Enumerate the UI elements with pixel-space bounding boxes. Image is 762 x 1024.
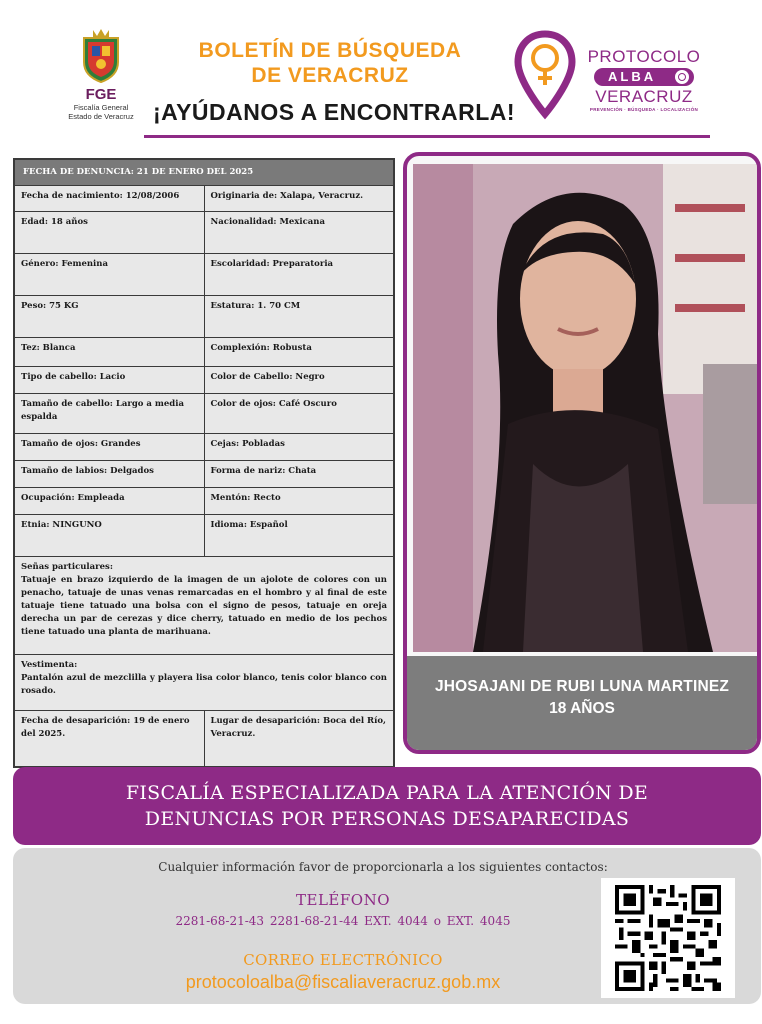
contact-section (13, 848, 761, 1004)
detail-cell: Forma de nariz: Chata (204, 461, 394, 488)
report-date-header: FECHA DE DENUNCIA: 21 DE ENERO DEL 2025 (15, 160, 394, 186)
detail-cell: Etnia: NINGUNO (15, 515, 205, 557)
protocolo-alba-logo (514, 30, 704, 120)
alba-protocolo-word: PROTOCOLO (587, 47, 701, 66)
missing-person-caption (407, 656, 757, 754)
detail-cell: Idioma: Español (204, 515, 394, 557)
fge-wordmark: FGE (85, 86, 117, 103)
email-label: CORREO ELECTRÓNICO (243, 951, 443, 969)
detail-cell: Tamaño de ojos: Grandes (15, 434, 205, 461)
fge-subtitle-2: Estado de Veracruz (68, 112, 134, 121)
missing-person-photo (413, 164, 758, 652)
detail-cell: Edad: 18 años (15, 212, 205, 254)
email-address-link[interactable]: protocoloalba@fiscaliaveracruz.gob.mx (185, 972, 501, 992)
detail-cell: Estatura: 1. 70 CM (204, 296, 394, 338)
prosecutor-office-banner (13, 767, 761, 845)
detail-cell: Cejas: Pobladas (204, 434, 394, 461)
bulletin-title (150, 38, 510, 88)
clothing-cell (15, 655, 394, 711)
clothing-text: Pantalón azul de mezclilla y playera lisa color blanco, tenis color blanco con rosado. (21, 673, 387, 696)
detail-cell: Tipo de cabello: Lacio (15, 367, 205, 394)
detail-cell: Género: Femenina (15, 254, 205, 296)
bulletin-title-line-2: DE VERACRUZ (251, 64, 409, 87)
prosecutor-office-line-1: FISCALÍA ESPECIALIZADA PARA LA ATENCIÓN DE (125, 782, 649, 804)
contact-lead-text: Cualquier información favor de proporcionarla a los siguientes contactos: (158, 860, 608, 874)
alba-word: ALBA (608, 69, 657, 84)
alba-pill (594, 68, 694, 86)
missing-person-name: JHOSAJANI DE RUBI LUNA MARTINEZ (434, 678, 730, 695)
fge-logo (62, 28, 140, 128)
help-us-heading: ¡AYÚDANOS A ENCONTRARLA! (152, 99, 516, 125)
missing-person-photo-panel (403, 152, 761, 754)
missing-person-age: 18 AÑOS (549, 700, 615, 717)
detail-cell: Originaria de: Xalapa, Veracruz. (204, 186, 394, 212)
disappearance-place-cell: Lugar de desaparición: Boca del Río, Veracruz. (204, 711, 394, 767)
detail-cell: Color de Cabello: Negro (204, 367, 394, 394)
detail-cell: Escolaridad: Preparatoria (204, 254, 394, 296)
magnifier-icon (675, 70, 689, 84)
qr-code-icon[interactable] (601, 878, 735, 998)
distinguishing-marks-text: Tatuaje en brazo izquierdo de la imagen de un ajolote de colores con un penacho, tatuaje de unas venas remarcadas en el hombro y al final de este tatuaje tiene tatuado una bolsa con el signo de pesos, tatuaje en oreja derecha un par de cerezas y dice cherry, tatuado en medio de los pechos tiene tatuado una planta de marihuana. (21, 575, 387, 637)
bulletin-title-line-1: BOLETÍN DE BÚSQUEDA (198, 39, 462, 62)
detail-cell: Tez: Blanca (15, 338, 205, 367)
location-pin-female-icon (514, 30, 576, 120)
detail-cell: Peso: 75 KG (15, 296, 205, 338)
phone-label: TELÉFONO (296, 891, 390, 909)
bulletin-header (0, 0, 762, 140)
prosecutor-office-line-2: DENUNCIAS POR PERSONAS DESAPARECIDAS (144, 808, 630, 830)
clothing-label: Vestimenta: (21, 660, 78, 670)
alba-veracruz-word: VERACRUZ (595, 87, 693, 106)
detail-cell: Complexión: Robusta (204, 338, 394, 367)
detail-cell: Ocupación: Empleada (15, 488, 205, 515)
detail-cell: Tamaño de cabello: Largo a media espalda (15, 394, 205, 434)
detail-cell: Color de ojos: Café Oscuro (204, 394, 394, 434)
detail-cell: Mentón: Recto (204, 488, 394, 515)
detail-cell: Nacionalidad: Mexicana (204, 212, 394, 254)
fge-subtitle-1: Fiscalía General (73, 103, 129, 112)
person-details-table (13, 158, 395, 768)
distinguishing-marks-cell (15, 557, 394, 655)
alba-tagline: PREVENCIÓN · BÚSQUEDA · LOCALIZACIÓN (589, 107, 699, 112)
detail-cell: Tamaño de labios: Delgados (15, 461, 205, 488)
distinguishing-marks-label: Señas particulares: (21, 562, 113, 572)
veracruz-crest-icon (78, 28, 124, 84)
disappearance-date-cell: Fecha de desaparición: 19 de enero del 2025. (15, 711, 205, 767)
header-divider (144, 135, 710, 138)
phone-numbers[interactable]: 2281-68-21-43 2281-68-21-44 EXT. 4044 o EXT. 4045 (175, 914, 511, 928)
detail-cell: Fecha de nacimiento: 12/08/2006 (15, 186, 205, 212)
